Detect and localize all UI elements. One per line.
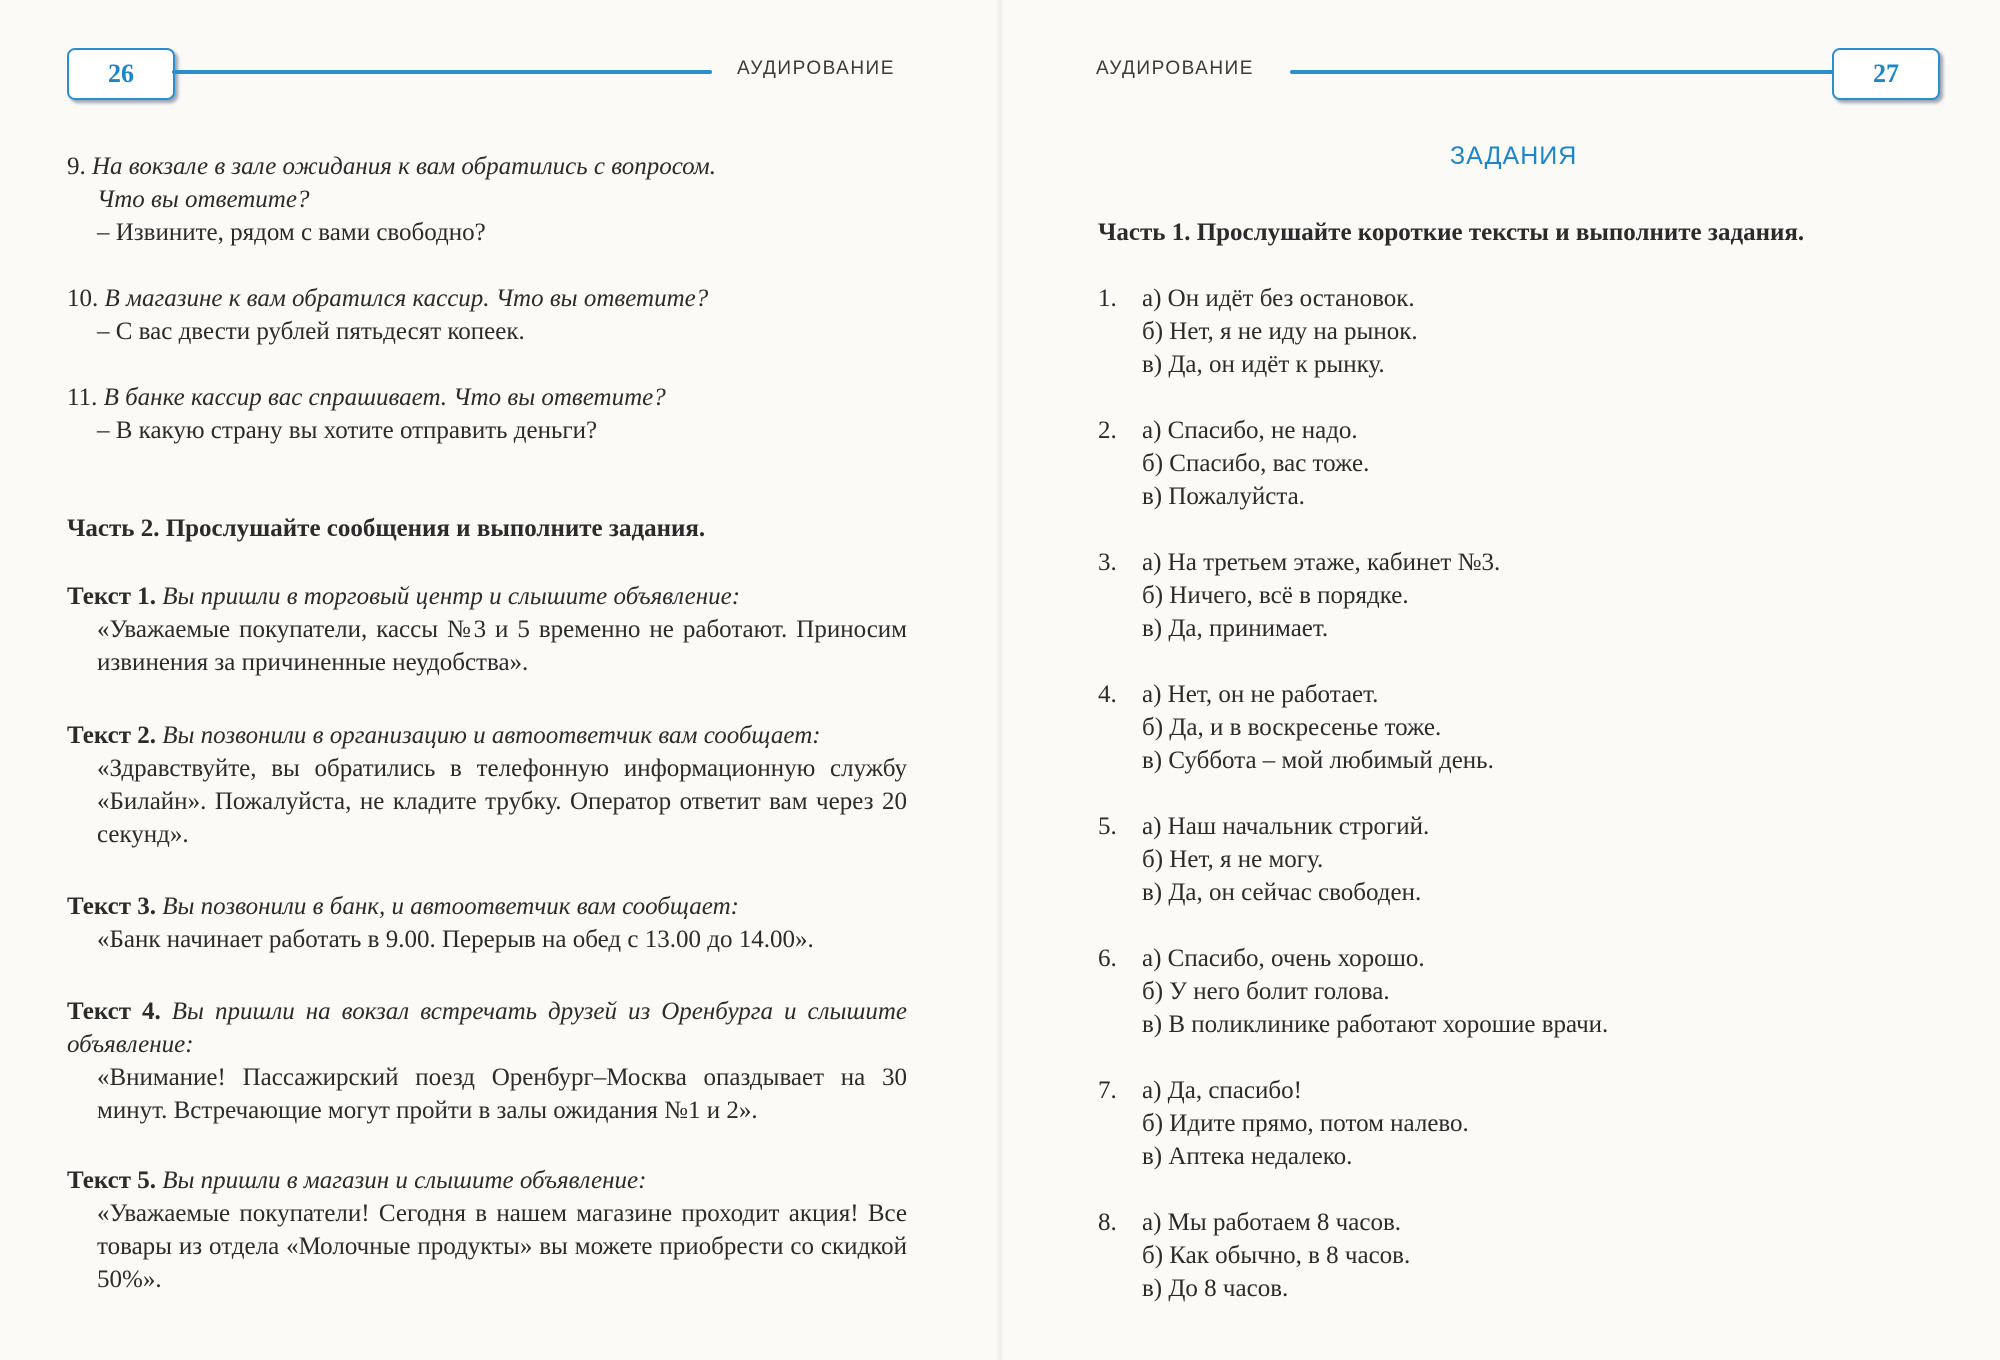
header-rule-left	[172, 70, 712, 74]
part1-title: Часть 1. Прослушайте короткие тексты и выполните задания.	[1098, 219, 1805, 246]
item-10-prompt: 10. В магазине к вам обратился кассир. Что вы ответите?	[67, 285, 709, 312]
item-9-prompt-cont: Что вы ответите?	[97, 186, 310, 213]
section-title: ЗАДАНИЯ	[1450, 142, 1578, 170]
text-1-body: «Уважаемые покупатели, кассы №3 и 5 временно не работают. Приносим извинения за причиненные неудобства».	[97, 616, 907, 676]
list-item: 3. а) На третьем этаже, кабинет №3. б) Ничего, всё в порядке. в) Да, принимает.	[1098, 549, 1501, 642]
part2-title: Часть 2. Прослушайте сообщения и выполните задания.	[67, 515, 706, 542]
text-2: Текст 2. Вы позвонили в организацию и автоответчик вам сообщает: «Здравствуйте, вы обратились в телефонную информационную службу «Билайн». Пожалуйста, не кладите трубку. Оператор ответит вам через 20 секунд».	[67, 719, 907, 851]
list-item: 8. а) Мы работаем 8 часов. б) Как обычно, в 8 часов. в) До 8 часов.	[1098, 1209, 1411, 1302]
page-number-left: 26	[67, 48, 175, 100]
list-item: 4. а) Нет, он не работает. б) Да, и в воскресенье тоже. в) Суббота – мой любимый день.	[1098, 681, 1494, 774]
running-title-right: АУДИРОВАНИЕ	[1096, 58, 1254, 79]
item-9-reply: – Извините, рядом с вами свободно?	[97, 219, 486, 246]
header-rule-right	[1290, 70, 1835, 74]
page-number-right: 27	[1832, 48, 1940, 100]
text-4: Текст 4. Вы пришли на вокзал встречать друзей из Оренбурга и слышите объявление: «Внимание! Пассажирский поезд Оренбург–Москва опаздывает на 30 минут. Встречающие могут пройти в залы ожидания №1 и 2».	[67, 995, 907, 1127]
questions-9-11	[67, 150, 917, 447]
text-3: Текст 3. Вы позвонили в банк, и автоответчик вам сообщает: «Банк начинает работать в 9.00. Перерыв на обед с 13.00 до 14.00».	[67, 890, 907, 956]
text-1: Текст 1. Вы пришли в торговый центр и слышите объявление: «Уважаемые покупатели, кассы №3 и 5 временно не работают. Приносим извинения за причиненные неудобства».	[67, 580, 907, 679]
list-item: 2. а) Спасибо, не надо. б) Спасибо, вас тоже. в) Пожалуйста.	[1098, 417, 1370, 510]
text-3-body: «Банк начинает работать в 9.00. Перерыв на обед с 13.00 до 14.00».	[97, 926, 814, 953]
text-5: Текст 5. Вы пришли в магазин и слышите объявление: «Уважаемые покупатели! Сегодня в нашем магазине проходит акция! Все товары из отдела «Молочные продукты» вы можете приобрести со скидкой 50%».	[67, 1164, 907, 1296]
item-10-reply: – С вас двести рублей пятьдесят копеек.	[97, 318, 525, 345]
answer-options-list	[1098, 282, 1958, 1338]
item-9-prompt: 9. На вокзале в зале ожидания к вам обратились с вопросом.	[67, 153, 716, 180]
item-11-reply: – В какую страну вы хотите отправить деньги?	[97, 417, 598, 444]
item-11-prompt: 11. В банке кассир вас спрашивает. Что вы ответите?	[67, 384, 666, 411]
running-title-left: АУДИРОВАНИЕ	[737, 58, 895, 79]
list-item: 1. а) Он идёт без остановок. б) Нет, я не иду на рынок. в) Да, он идёт к рынку.	[1098, 285, 1418, 378]
list-item: 6. а) Спасибо, очень хорошо. б) У него болит голова. в) В поликлинике работают хорошие врачи.	[1098, 945, 1609, 1038]
text-5-body: «Уважаемые покупатели! Сегодня в нашем магазине проходит акция! Все товары из отдела «Молочные продукты» вы можете приобрести со скидкой 50%».	[97, 1200, 907, 1293]
list-item: 7. а) Да, спасибо! б) Идите прямо, потом налево. в) Аптека недалеко.	[1098, 1077, 1469, 1170]
text-4-body: «Внимание! Пассажирский поезд Оренбург–Москва опаздывает на 30 минут. Встречающие могут пройти в залы ожидания №1 и 2».	[97, 1064, 907, 1124]
text-2-body: «Здравствуйте, вы обратились в телефонную информационную службу «Билайн». Пожалуйста, не кладите трубку. Оператор ответит вам через 20 секунд».	[97, 755, 907, 848]
list-item: 5. а) Наш начальник строгий. б) Нет, я не могу. в) Да, он сейчас свободен.	[1098, 813, 1430, 906]
